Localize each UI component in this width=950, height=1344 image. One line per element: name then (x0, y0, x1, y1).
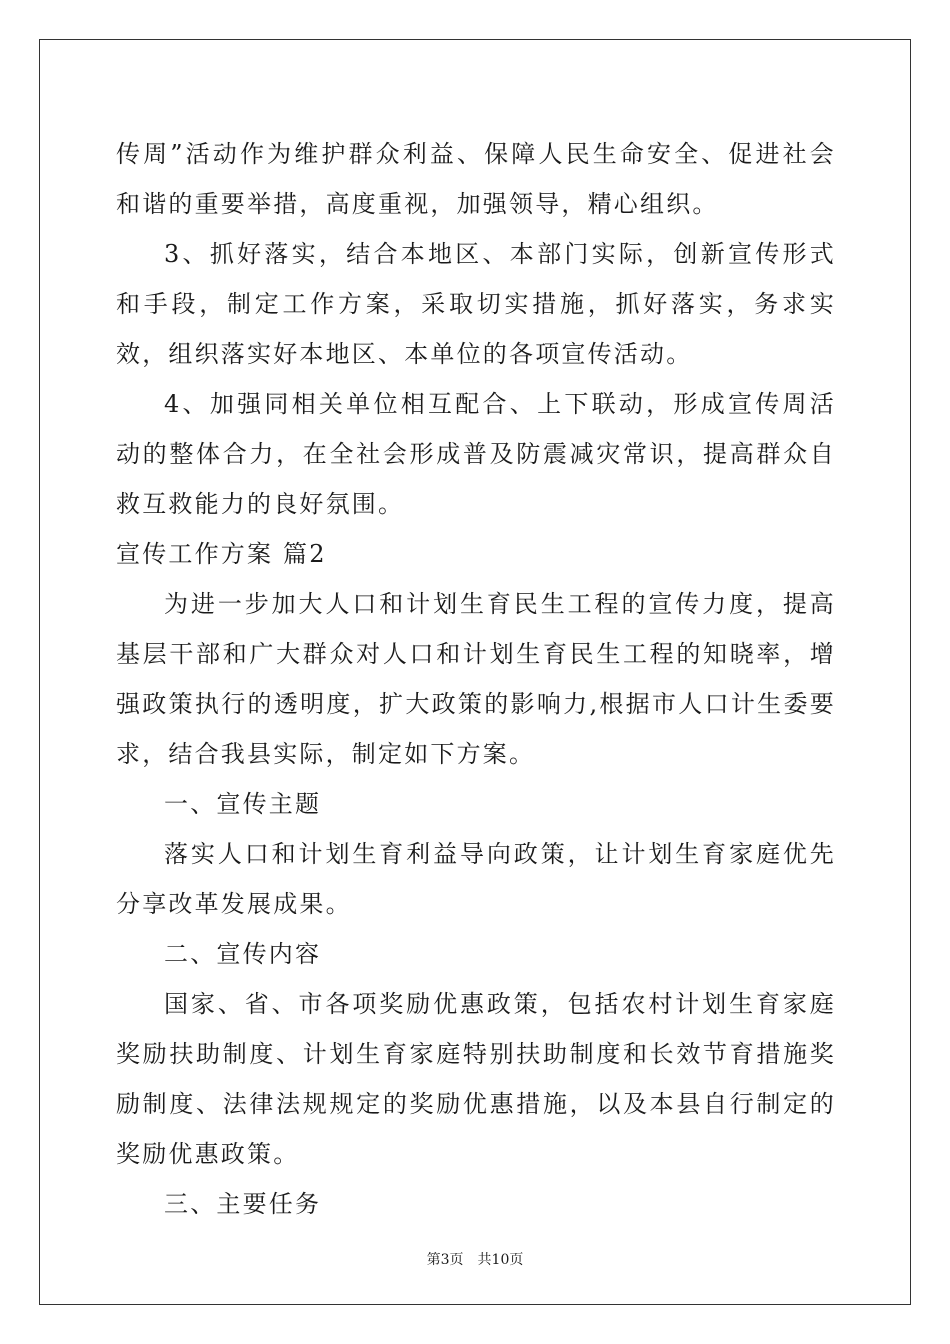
paragraph-2: 3、抓好落实，结合本地区、本部门实际，创新宣传形式和手段，制定工作方案，采取切实措施，抓好落实，务求实效，组织落实好本地区、本单位的各项宣传活动。 (116, 240, 836, 368)
paragraph-6: 国家、省、市各项奖励优惠政策，包括农村计划生育家庭奖励扶助制度、计划生育家庭特别扶助制度和长效节育措施奖励制度、法律法规规定的奖励优惠措施，以及本县自行制定的奖励优惠政策。 (116, 990, 836, 1168)
page-number-footer: 第3页 共10页 (426, 1252, 524, 1268)
paragraph-1: 传周”活动作为维护群众利益、保障人民生命安全、促进社会和谐的重要举措，高度重视，加强领导，精心组织。 (116, 140, 836, 218)
heading-content: 二、宣传内容 (164, 940, 322, 968)
section-title: 宣传工作方案 篇2 (116, 540, 327, 568)
heading-tasks: 三、主要任务 (164, 1190, 322, 1218)
paragraph-5: 落实人口和计划生育利益导向政策，让计划生育家庭优先分享改革发展成果。 (116, 840, 836, 918)
heading-theme: 一、宣传主题 (164, 790, 322, 818)
paragraph-3: 4、加强同相关单位相互配合、上下联动，形成宣传周活动的整体合力，在全社会形成普及防震减灾常识，提高群众自救互救能力的良好氛围。 (116, 390, 836, 518)
paragraph-4: 为进一步加大人口和计划生育民生工程的宣传力度，提高基层干部和广大群众对人口和计划生育民生工程的知晓率，增强政策执行的透明度，扩大政策的影响力,根据市人口计生委要求，结合我县实际，制定如下方案。 (116, 590, 836, 768)
document-body (116, 129, 836, 1229)
